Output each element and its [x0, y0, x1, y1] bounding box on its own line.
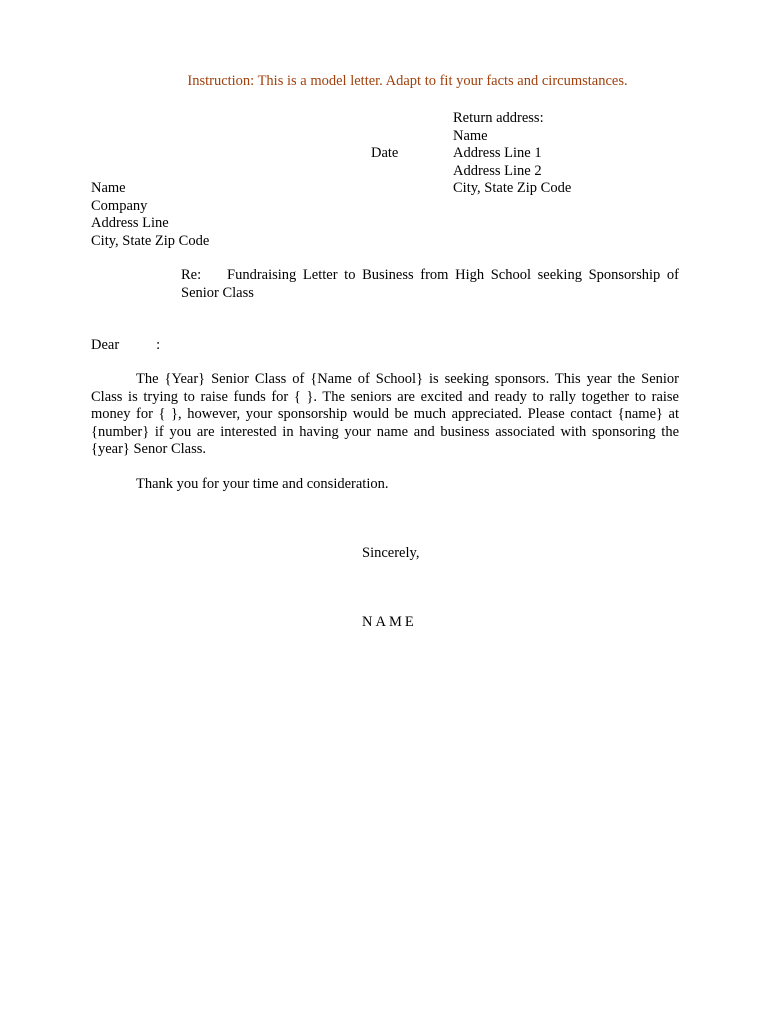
return-address-line-1: Address Line 1 — [453, 145, 542, 161]
subject-label: Re: — [181, 267, 202, 283]
closing: Sincerely, — [362, 545, 420, 561]
subject-line — [181, 267, 679, 302]
salutation — [91, 337, 160, 355]
salutation-colon: : — [156, 337, 161, 353]
return-address-city-state-zip: City, State Zip Code — [453, 180, 572, 196]
recipient-city-state-zip: City, State Zip Code — [91, 232, 210, 249]
return-address-heading: Return address: — [453, 110, 544, 126]
body-paragraph: The {Year} Senior Class of {Name of School} is seeking sponsors. This year the Senior Class is trying to raise funds for { }. The seniors are excited and ready to rally together to raise money for { }, however, your sponsorship would be much appreciated. Please contact {name} at {number} if you are interested in having your name and business associated with sponsoring the {year} Senor Class. — [91, 371, 679, 457]
return-address-line-2: Address Line 2 — [453, 162, 542, 179]
recipient-address-line: Address Line — [91, 215, 169, 231]
return-address-name: Name — [453, 127, 488, 144]
date-label: Date — [371, 145, 399, 161]
recipient-address-block — [91, 180, 209, 250]
salutation-word: Dear — [91, 337, 120, 353]
signature-name: NAME — [362, 614, 417, 630]
recipient-company: Company — [91, 197, 148, 214]
subject-text: Fundraising Letter to Business from High School seeking Sponsorship of Senior Class — [181, 267, 679, 301]
return-address-block — [453, 110, 571, 198]
instruction-note: Instruction: This is a model letter. Adapt to fit your facts and circumstances. — [187, 73, 628, 89]
thanks-paragraph: Thank you for your time and consideration. — [136, 476, 389, 492]
recipient-name: Name — [91, 180, 126, 196]
